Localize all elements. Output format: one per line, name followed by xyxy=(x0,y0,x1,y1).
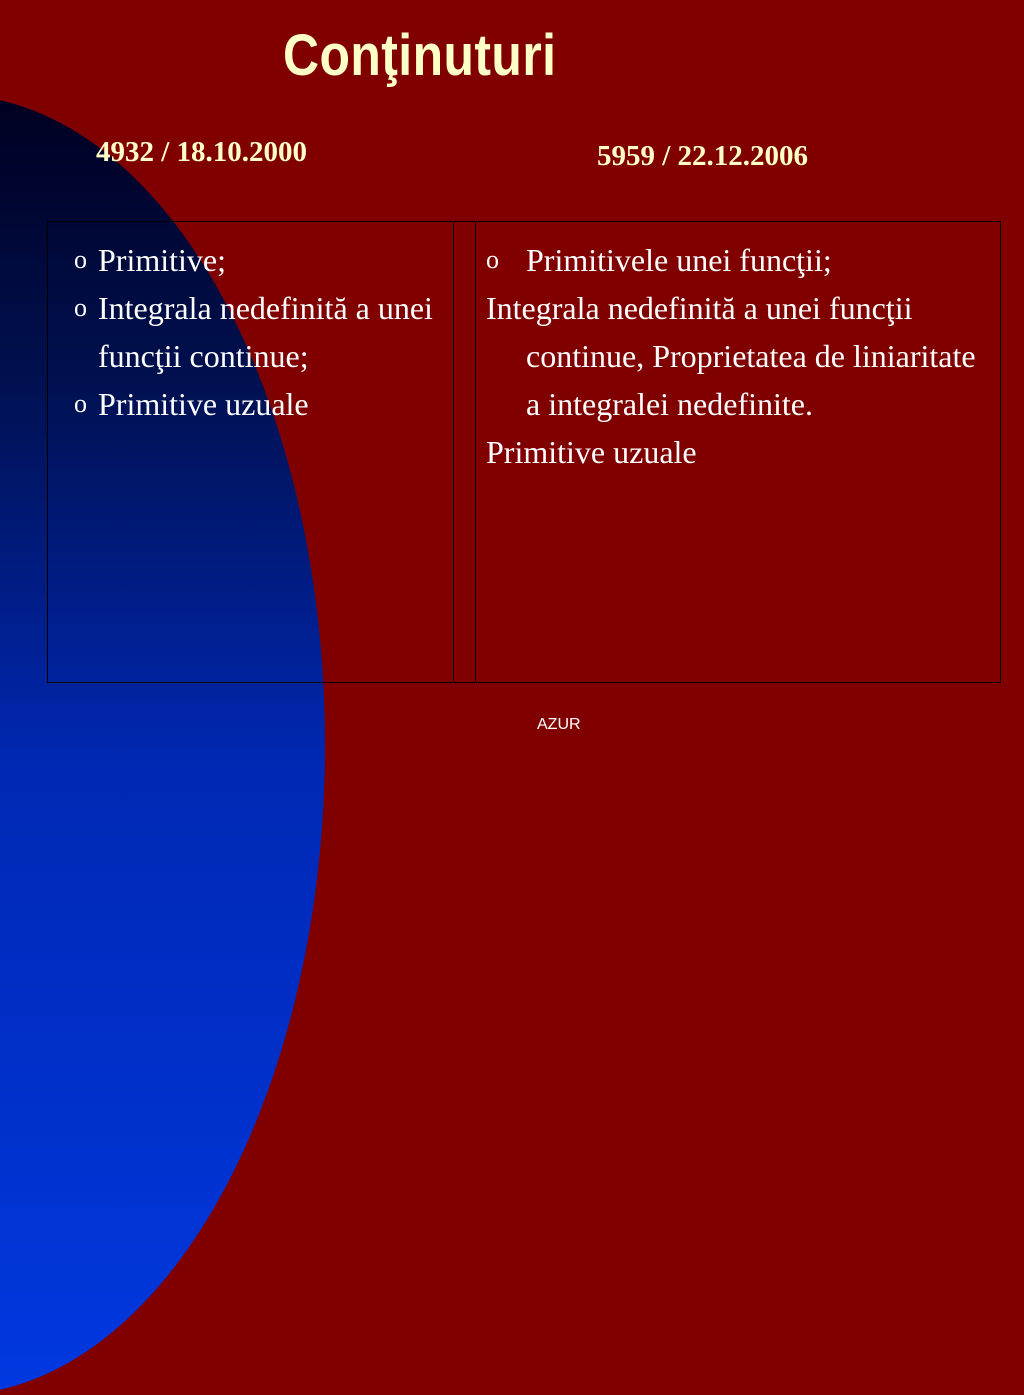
list-item-text: Primitive uzuale xyxy=(486,434,697,470)
content-table xyxy=(47,221,1001,683)
right-column-header: 5959 / 22.12.2006 xyxy=(597,140,809,172)
list-item xyxy=(64,236,444,284)
list-item-text: Primitive uzuale xyxy=(98,386,309,422)
bullet-icon: o xyxy=(74,389,87,418)
column-divider xyxy=(453,222,454,682)
bullet-icon: o xyxy=(486,245,499,274)
list-item xyxy=(486,284,996,428)
bullet-icon: o xyxy=(74,293,87,322)
list-item-text: Integrala nedefinită a unei funcţii continue; xyxy=(98,290,433,374)
right-content-cell xyxy=(486,236,996,476)
list-item-text: Primitive; xyxy=(98,242,226,278)
list-item-text: Integrala nedefinită a unei funcţii continue, Proprietatea de liniaritate a integralei nedefinite. xyxy=(486,290,976,422)
slide-title: Conţinuturi xyxy=(283,23,557,88)
left-column-header: 4932 / 18.10.2000 xyxy=(96,136,308,168)
list-item xyxy=(64,380,444,428)
bullet-icon: o xyxy=(74,245,87,274)
left-content-cell xyxy=(64,236,444,428)
list-item xyxy=(486,236,996,284)
list-item xyxy=(486,428,996,476)
list-item xyxy=(64,284,444,380)
list-item-text: Primitivele unei funcţii; xyxy=(526,242,832,278)
footer-label: AZUR xyxy=(537,716,581,733)
column-divider xyxy=(475,222,476,682)
